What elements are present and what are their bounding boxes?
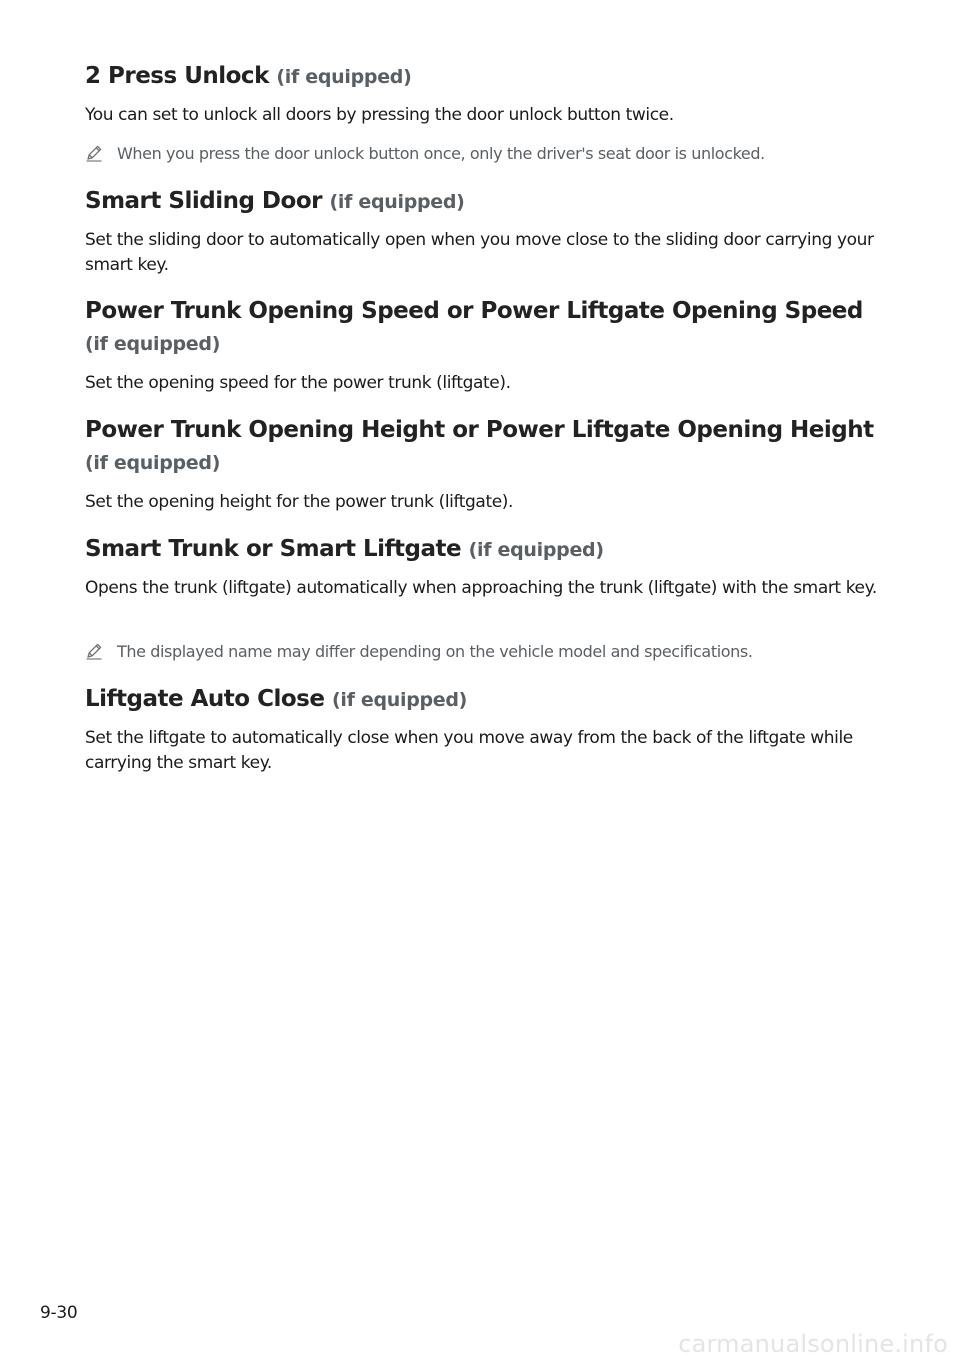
if-equipped-label: (if equipped) [85,333,221,355]
pencil-icon [85,642,103,660]
section-heading-liftgate-auto-close [85,686,467,714]
heading-title: 2 Press Unlock [85,63,269,89]
if-equipped-label: (if equipped) [331,689,468,711]
section-body-2-press-unlock: You can set to unlock all doors by pressing the door unlock button twice. [85,105,674,125]
section-heading-smart-sliding-door [85,188,465,216]
note-text: When you press the door unlock button once, only the driver's seat door is unlocked. [117,144,765,163]
note-2-press-unlock [85,143,885,165]
if-equipped-label: (if equipped) [468,539,604,561]
page-number: 9-30 [40,1303,78,1323]
if-equipped-label: (if equipped) [329,191,465,213]
note-text: The displayed name may differ depending on the vehicle model and specifications. [117,642,753,661]
section-body-opening-speed: Set the opening speed for the power trunk (liftgate). [85,373,511,393]
section-heading-opening-height: Power Trunk Opening Height or Power Liftgate Opening Height [85,417,874,443]
heading-title: Liftgate Auto Close [85,686,325,712]
section-body-smart-trunk: Opens the trunk (liftgate) automatically when approaching the trunk (liftgate) with the smart key. [85,578,877,598]
watermark: carmanualsonline.info [678,1330,948,1358]
section-body-opening-height: Set the opening height for the power trunk (liftgate). [85,492,514,512]
pencil-icon [85,144,103,162]
note-smart-trunk [85,641,885,663]
section-body-smart-sliding-door: Set the sliding door to automatically open when you move close to the sliding door carrying your smart key. [85,230,874,275]
section-body-liftgate-auto-close: Set the liftgate to automatically close when you move away from the back of the liftgate while carrying the smart key. [85,728,853,773]
section-heading-opening-speed: Power Trunk Opening Speed or Power Liftgate Opening Speed [85,298,863,324]
section-heading-smart-trunk [85,536,604,564]
heading-title: Smart Trunk or Smart Liftgate [85,536,462,562]
heading-title: Smart Sliding Door [85,188,322,214]
if-equipped-label: (if equipped) [85,452,221,474]
if-equipped-label: (if equipped) [276,66,412,88]
section-heading-2-press-unlock [85,63,411,91]
